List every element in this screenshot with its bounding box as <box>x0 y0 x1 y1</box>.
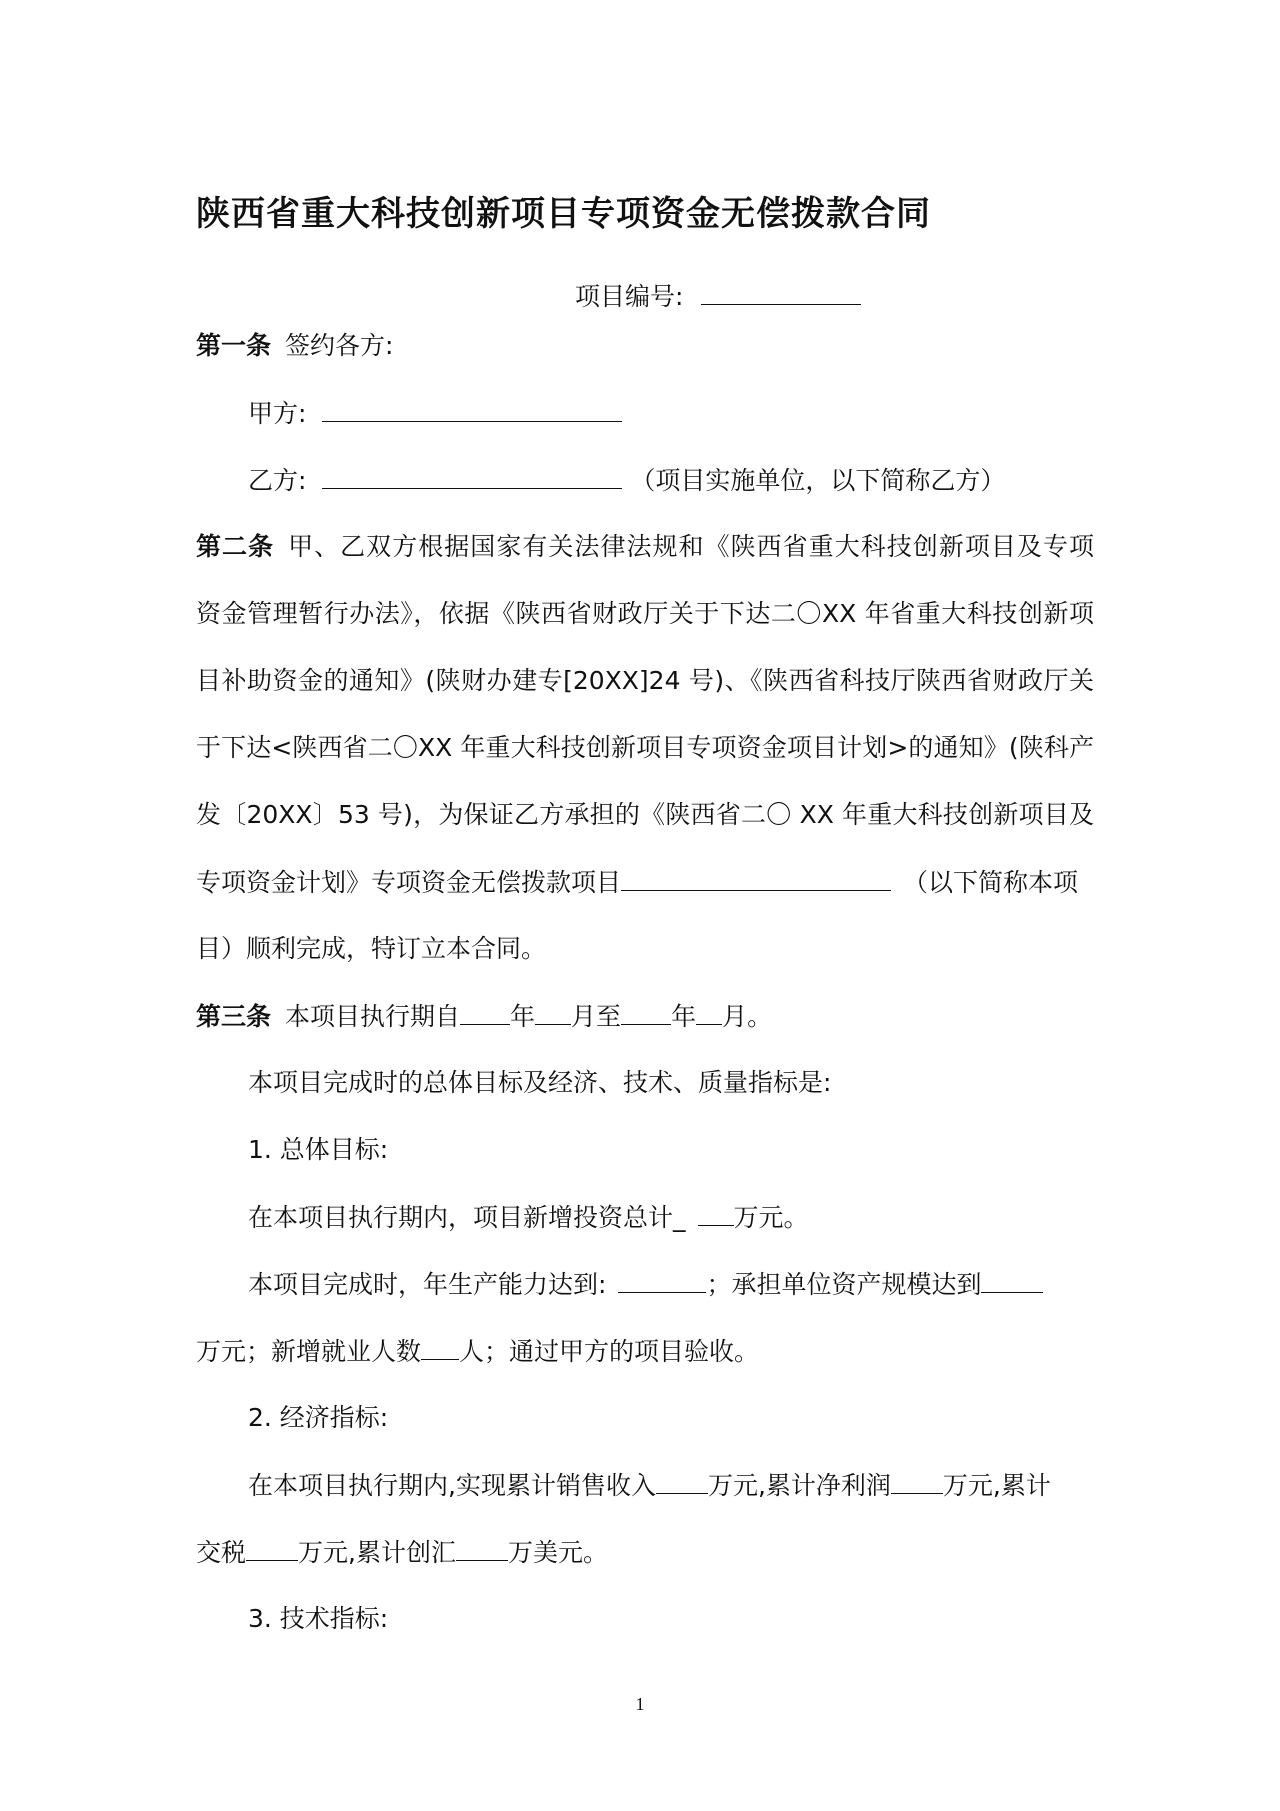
party-b-line <box>248 462 1094 499</box>
section-3-heading: 3. 技术指标: <box>248 1604 389 1633</box>
capacity-blank <box>618 1266 706 1293</box>
article-2-text-1: 甲、乙双方根据国家有关法律法规和《陕西省重大科技创新项目及专项 <box>288 532 1094 561</box>
article-1-text: 签约各方: <box>285 331 394 360</box>
revenue-blank <box>656 1467 708 1494</box>
investment-text-b: 万元。 <box>733 1203 809 1232</box>
project-number-line <box>575 278 875 315</box>
revenue-text-c: 万元,累计 <box>942 1471 1051 1500</box>
period-text-1: 本项目执行期自 <box>285 1002 461 1031</box>
period-text-3: 月至 <box>571 1002 622 1031</box>
page-number: 1 <box>635 1694 645 1714</box>
article-2-heading: 第二条 <box>196 532 275 561</box>
article-2-line-6 <box>196 864 1094 901</box>
capacity-text-b: ；承担单位资产规模达到 <box>706 1270 982 1299</box>
tax-text-c: 万美元。 <box>507 1538 608 1567</box>
start-year-blank <box>460 998 510 1025</box>
article-2-line-4: 于下达<陕西省二〇XX 年重大科技创新项目专项资金项目计划>的通知》(陕科产 <box>196 733 1094 762</box>
revenue-text-a: 在本项目执行期内,实现累计销售收入 <box>248 1471 656 1500</box>
capacity-text-a: 本项目完成时，年生产能力达到: <box>248 1270 607 1299</box>
article-2-text-6a: 专项资金计划》专项资金无偿拨款项目 <box>196 868 622 897</box>
project-name-blank <box>621 864 891 891</box>
forex-blank <box>456 1534 508 1561</box>
net-profit-blank <box>891 1467 943 1494</box>
employment-blank <box>421 1333 459 1360</box>
article-2-line-3: 目补助资金的通知》(陕财办建专[20XX]24 号)、《陕西省科技厅陕西省财政厅关 <box>196 666 1094 695</box>
party-b-blank <box>322 462 622 489</box>
article-1 <box>196 328 1094 364</box>
project-number-label: 项目编号: <box>575 282 684 311</box>
section-1-heading: 1. 总体目标: <box>248 1135 389 1164</box>
capacity-line <box>248 1266 1094 1303</box>
tax-text-b: 万元,累计创汇 <box>298 1538 456 1567</box>
investment-text-a: 在本项目执行期内，项目新增投资总计_ <box>248 1203 686 1232</box>
employment-text-b: 人；通过甲方的项目验收。 <box>459 1337 760 1366</box>
end-month-blank <box>696 998 722 1025</box>
party-b-label: 乙方: <box>248 466 307 495</box>
article-2-text-6b: （以下简称本项 <box>903 868 1079 897</box>
article-2-line-5: 发〔20XX〕53 号)，为保证乙方承担的《陕西省二〇 XX 年重大科技创新项目及 <box>196 800 1094 829</box>
investment-blank <box>698 1199 734 1226</box>
article-1-heading: 第一条 <box>196 331 272 360</box>
tax-line <box>196 1534 1094 1571</box>
party-a-label: 甲方: <box>248 399 307 428</box>
party-a-blank <box>322 395 622 422</box>
article-2-line-1 <box>196 529 1094 565</box>
party-a-line <box>248 395 1094 432</box>
article-3-heading: 第三条 <box>196 1002 272 1031</box>
party-b-note: （项目实施单位，以下简称乙方） <box>630 466 1006 495</box>
start-month-blank <box>535 998 571 1025</box>
period-text-5: 月。 <box>722 1002 773 1031</box>
employment-text-a: 万元；新增就业人数 <box>196 1337 422 1366</box>
investment-line <box>248 1199 1094 1236</box>
project-number-blank <box>701 278 861 305</box>
article-3 <box>196 998 1094 1035</box>
targets-intro: 本项目完成时的总体目标及经济、技术、质量指标是: <box>248 1068 832 1097</box>
section-2-heading: 2. 经济指标: <box>248 1403 389 1432</box>
document-title: 陕西省重大科技创新项目专项资金无偿拨款合同 <box>196 194 931 234</box>
revenue-text-b: 万元,累计净利润 <box>707 1471 891 1500</box>
tax-blank <box>246 1534 298 1561</box>
end-year-blank <box>621 998 671 1025</box>
tax-text-a: 交税 <box>196 1538 247 1567</box>
employment-line <box>196 1333 1094 1370</box>
period-text-4: 年 <box>671 1002 697 1031</box>
asset-scale-blank <box>981 1266 1043 1293</box>
revenue-line <box>248 1467 1094 1504</box>
article-2-line-7: 目）顺利完成，特订立本合同。 <box>196 934 547 963</box>
period-text-2: 年 <box>510 1002 536 1031</box>
article-2-line-2: 资金管理暂行办法》，依据《陕西省财政厅关于下达二〇XX 年省重大科技创新项 <box>196 599 1094 628</box>
